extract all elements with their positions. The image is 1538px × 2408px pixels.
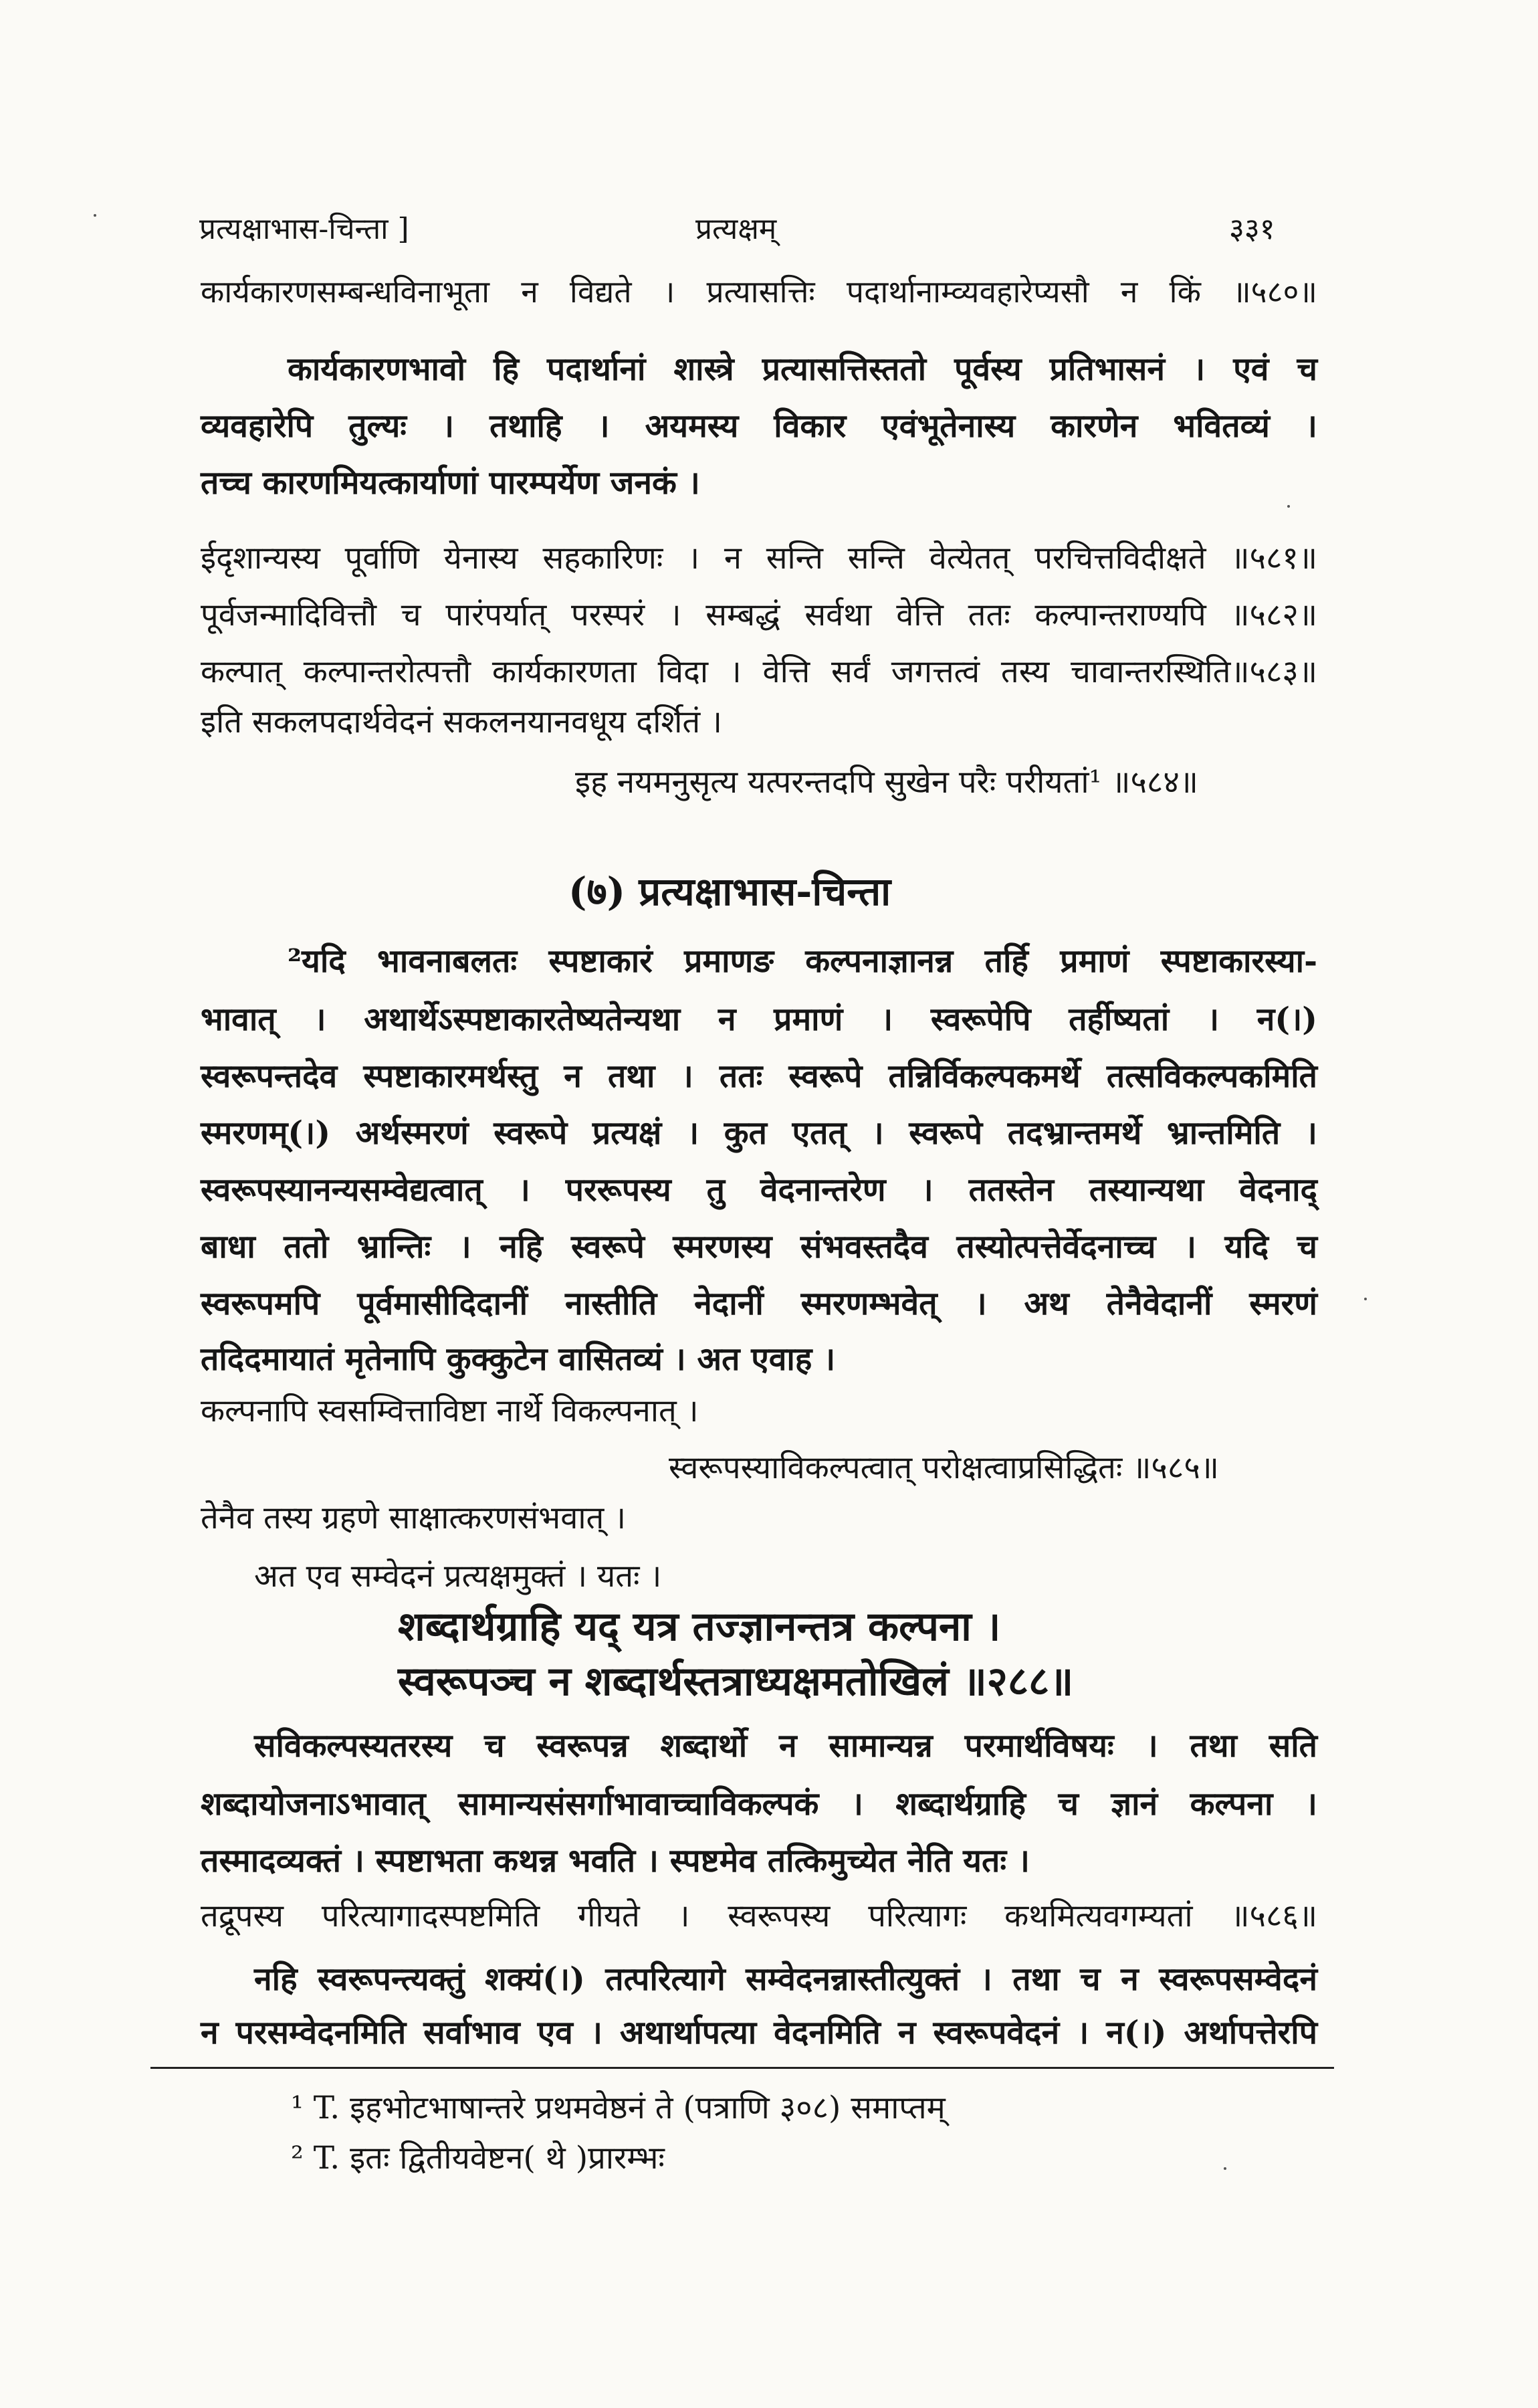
scan-speck [94, 214, 96, 217]
text-line: कार्यकारणसम्बन्धविनाभूता न विद्यते । प्रत्यासत्तिः पदार्थानाम्व्यवहारेप्यसौ न किं ॥५८०॥ [201, 274, 1317, 310]
verse-line: स्वरूपस्याविकल्पत्वात् परोक्षत्वाप्रसिद्धितः ॥५८५॥ [669, 1449, 1219, 1486]
text-line: न परसम्वेदनमिति सर्वाभाव एव । अथार्थापत्या वेदनमिति न स्वरूपवेदनं । न(।) अर्थापत्तेरपि [201, 2014, 1317, 2051]
text-line: स्वरूपस्यानन्यसम्वेद्यत्वात् । पररूपस्य तु वेदनान्तरेण । ततस्तेन तस्यान्यथा वेदनाद् [201, 1171, 1317, 1209]
footnote: ² T. इतः द्वितीयवेष्टन( थे )प्रारम्भः [291, 2140, 665, 2177]
text-line: सविकल्पस्यतरस्य च स्वरूपन्न शब्दार्थो न सामान्यन्न परमार्थविषयः । तथा सति [254, 1727, 1317, 1765]
verse-line: कल्पनापि स्वसम्वित्ताविष्टा नार्थे विकल्पनात् । [201, 1393, 699, 1429]
running-header-center: प्रत्यक्षम् [695, 212, 777, 246]
text-line: तस्मादव्यक्तं । स्पष्टाभता कथन्न भवति । स्पष्टमेव तत्किमुच्येत नेति यतः । [201, 1842, 1030, 1880]
verse-line: ईदृशान्यस्य पूर्वाणि येनास्य सहकारिणः । न सन्ति सन्ति वेत्येतत् परचित्तविदीक्षते ॥५८१॥ [201, 540, 1317, 577]
text-line: ²यदि भावनाबलतः स्पष्टाकारं प्रमाणङ कल्पनाज्ञानन्न तर्हि प्रमाणं स्पष्टाकारस्या- [288, 942, 1317, 980]
verse-line: पूर्वजन्मादिवित्तौ च पारंपर्यात् परस्परं । सम्बद्धं सर्वथा वेत्ति ततः कल्पान्तराण्यपि ॥५८२॥ [201, 597, 1317, 633]
text-line: स्वरूपमपि पूर्वमासीदिदानीं नास्तीति नेदानीं स्मरणम्भवेत् । अथ तेनैवेदानीं स्मरणं [201, 1285, 1317, 1322]
karika-line: शब्दार्थग्राहि यद् यत्र तज्ज्ञानन्तत्र कल्पना । [398, 1603, 1001, 1650]
scan-speck [1224, 2167, 1226, 2170]
text-line: स्वरूपन्तदेव स्पष्टाकारमर्थस्तु न तथा । ततः स्वरूपे तन्निर्विकल्पकमर्थे तत्सविकल्पकमिति [201, 1058, 1317, 1095]
verse-line: इति सकलपदार्थवेदनं सकलनयानवधूय दर्शितं । [201, 704, 722, 740]
section-heading: (७) प्रत्यक्षाभास-चिन्ता [568, 869, 891, 914]
text-line: तदिदमायातं मृतेनापि कुक्कुटेन वासितव्यं । अत एवाह । [201, 1340, 836, 1378]
text-line: बाधा ततो भ्रान्तिः । नहि स्वरूपे स्मरणस्य संभवस्तदैव तस्योत्पत्तेर्वेदनाच्च । यदि च [201, 1228, 1317, 1266]
verse-line: कल्पात् कल्पान्तरोत्पत्तौ कार्यकारणता विदा । वेत्ति सर्वं जगत्तत्वं तस्य चावान्तरस्थिति॥५८३॥ [201, 654, 1317, 690]
footnote-rule [150, 2067, 1334, 2069]
verse-line: तद्रूपस्य परित्यागादस्पष्टमिति गीयते । स्वरूपस्य परित्यागः कथमित्यवगम्यतां ॥५८६॥ [201, 1898, 1317, 1934]
text-line: तच्च कारणमियत्कार्याणां पारम्पर्येण जनकं । [201, 464, 700, 502]
page-number: ३३१ [1229, 212, 1275, 246]
running-header-left: प्रत्यक्षाभास-चिन्ता ] [199, 212, 409, 246]
text-line: भावात् । अथार्थेऽस्पष्टाकारतेष्यतेन्यथा न प्रमाणं । स्वरूपेपि तर्हीष्यतां । न(।) [201, 1001, 1317, 1038]
footnote: ¹ T. इहभोटभाषान्तरे प्रथमवेष्ठनं ते (पत्राणि ३०८) समाप्तम् [291, 2090, 946, 2126]
karika-line: स्वरूपञ्च न शब्दार्थस्तत्राध्यक्षमतोखिलं ॥२८८॥ [398, 1658, 1074, 1705]
scan-speck [1287, 505, 1290, 508]
text-line: कार्यकारणभावो हि पदार्थानां शास्त्रे प्रत्यासत्तिस्ततो पूर्वस्य प्रतिभासनं । एवं च [288, 350, 1317, 388]
scan-speck [1364, 1298, 1367, 1300]
text-line: नहि स्वरूपन्त्यक्तुं शक्यं(।) तत्परित्यागे सम्वेदनन्नास्तीत्युक्तं । तथा च न स्वरूपसम्वेदनं [254, 1961, 1317, 1998]
text-line: शब्दायोजनाऽभावात् सामान्यसंसर्गाभावाच्चाविकल्पकं । शब्दार्थग्राहि च ज्ञानं कल्पना । [201, 1785, 1317, 1823]
text-line: स्मरणम्(।) अर्थस्मरणं स्वरूपे प्रत्यक्षं । कुत एतत् । स्वरूपे तदभ्रान्तमर्थे भ्रान्तमिति । [201, 1114, 1317, 1152]
verse-line: तेनैव तस्य ग्रहणे साक्षात्करणसंभवात् । [201, 1500, 627, 1536]
text-line: व्यवहारेपि तुल्यः । तथाहि । अयमस्य विकार एवंभूतेनास्य कारणेन भवितव्यं । [201, 407, 1317, 445]
verse-line: इह नयमनुसृत्य यत्परन्तदपि सुखेन परैः परीयतां¹ ॥५८४॥ [575, 764, 1198, 801]
text-line: अत एव सम्वेदनं प्रत्यक्षमुक्तं । यतः । [254, 1558, 662, 1595]
